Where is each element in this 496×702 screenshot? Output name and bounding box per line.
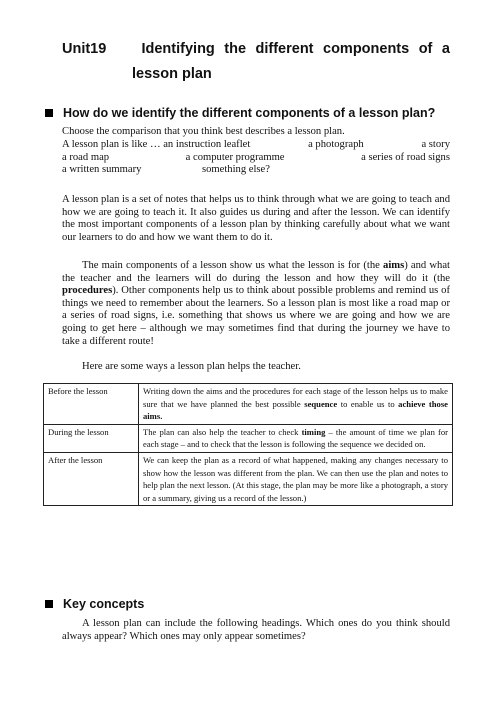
row-text: We can keep the plan as a record of what happened, making any changes necessary to show how the lesson was different from the plan. We can then use the plan and notes to help plan the next lesson. (At this stage, the plan may be more like a photograph, a story or a summary, giving us a record of the lesson.) (139, 452, 453, 505)
comparison-options (62, 139, 450, 177)
option-item: a story (421, 139, 450, 150)
bold-term: timing (301, 426, 326, 437)
options-row (62, 164, 450, 177)
unit-number: Unit19 (62, 41, 107, 57)
table-row (44, 424, 453, 452)
title-word: different (255, 41, 314, 57)
title-word: Identifying (141, 41, 215, 57)
unit-title (62, 37, 450, 87)
section-heading-text: How do we identify the different components of a lesson plan? (63, 106, 436, 120)
lesson-plan-table (43, 383, 453, 506)
unit-title-line-2: lesson plan (132, 66, 212, 82)
intro-text: Choose the comparison that you think best describes a lesson plan. (62, 126, 345, 137)
row-text (139, 424, 453, 452)
title-word: components (323, 41, 410, 57)
text-run: ) and what the teacher and the learners will do during the lesson and how they will do it (the (62, 260, 450, 284)
option-item: a written summary (62, 164, 142, 176)
paragraph-key-concepts: A lesson plan can include the following headings. Which ones do you think should always appear? Which ones may only appear sometimes? (62, 618, 450, 642)
option-item: a computer programme (185, 151, 285, 163)
option-item: a series of road signs (361, 151, 450, 163)
row-text (139, 384, 453, 425)
unit-title-line-1 (62, 37, 450, 62)
title-word: of (418, 41, 433, 57)
bullet-square-icon (45, 600, 53, 608)
options-row (62, 152, 450, 165)
bold-term: achieve those aims. (143, 398, 448, 422)
section-heading-text: Key concepts (63, 597, 145, 611)
term-procedures: procedures (62, 285, 113, 297)
paragraph-ways: Here are some ways a lesson plan helps the teacher. (82, 361, 301, 372)
bullet-square-icon (45, 109, 53, 117)
section-heading-key-concepts (45, 597, 144, 611)
option-item: something else? (202, 164, 270, 176)
text-run: The plan can also help the teacher to check (143, 426, 302, 437)
text-run: Writing down the aims and the procedures for each stage of the lesson helps us to make sure that we have planned the best possible (143, 386, 448, 409)
options-row (62, 139, 450, 152)
option-item: A lesson plan is like … an instruction leaflet (62, 139, 251, 150)
term-aims: aims (383, 260, 405, 271)
text-run: ). Other components help us to think about possible problems and remind us of things we need to remember about the learners. So a lesson plan is most like a road map or a series of road signs, i.e. something that shows us where we are going and how we are going to get here – although we may sometimes find that during the journey we have to take a different route! (62, 285, 450, 347)
bold-term: sequence (304, 398, 338, 409)
table-row (44, 452, 453, 505)
paragraph-definition: A lesson plan is a set of notes that helps us to think through what we are going to teach and how we are going to teach it. It also guides us during and after the lesson. We can identify the most important components of a lesson plan by thinking carefully about what we want our learners to do and how we want them to do it. (62, 194, 450, 243)
row-label: Before the lesson (44, 384, 139, 425)
option-item: a road map (62, 151, 110, 163)
text-run: The main components of a lesson show us what the lesson is for (the (82, 260, 384, 271)
text-run: – the amount of time we plan for each stage – and to check that the lesson is following the sequence we decided on. (143, 426, 448, 450)
title-word: the (224, 41, 247, 57)
section-heading-identify (45, 106, 435, 120)
paragraph-components (62, 260, 450, 348)
row-label: After the lesson (44, 452, 139, 505)
text-run: to enable us to (337, 398, 399, 409)
row-label: During the lesson (44, 424, 139, 452)
table-row (44, 384, 453, 425)
title-word: a (441, 41, 450, 57)
option-item: a photograph (308, 139, 364, 150)
